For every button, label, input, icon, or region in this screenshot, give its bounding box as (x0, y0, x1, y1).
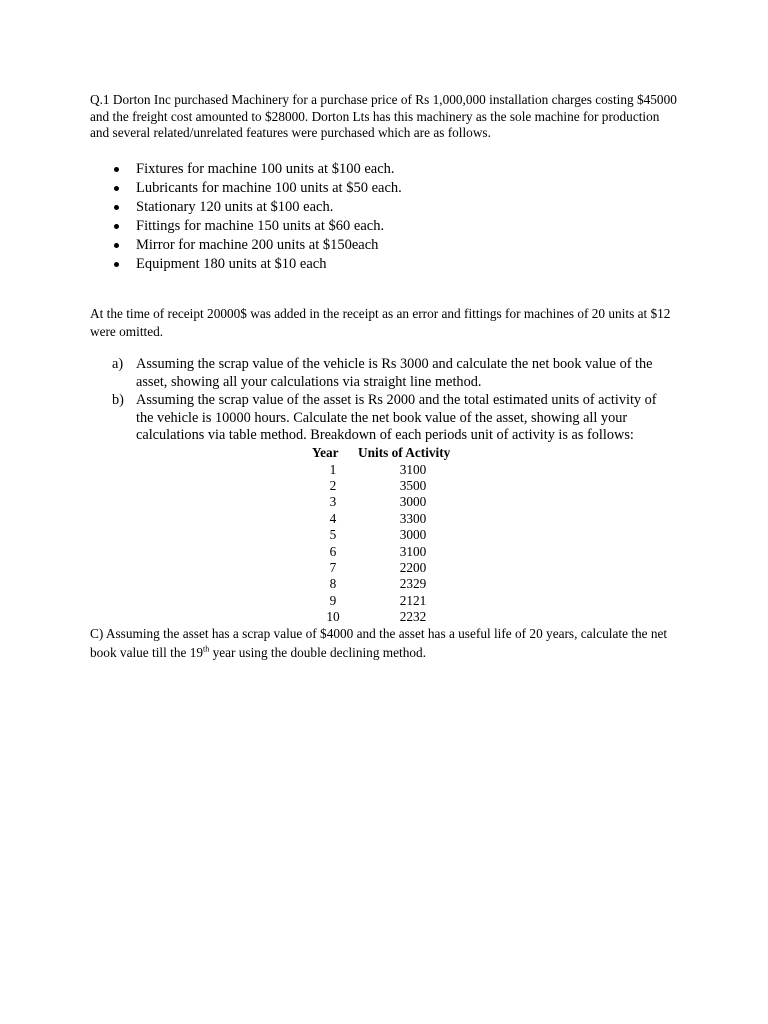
receipt-note: At the time of receipt 20000$ was added in the receipt as an error and fittings for machines of 20 units at $12 were omitted. (90, 306, 671, 339)
units-cell: 2232 (399, 609, 427, 625)
list-item: Fittings for machine 150 units at $60 each. (112, 217, 402, 236)
units-cell: 3100 (399, 461, 427, 477)
table-row (308, 527, 458, 543)
year-cell: 5 (329, 527, 337, 543)
list-item: Stationary 120 units at $100 each. (112, 198, 402, 217)
units-of-activity-table (308, 445, 458, 626)
year-cell: 8 (329, 576, 337, 592)
purchased-items-list (112, 160, 402, 274)
column-header-year: Year (312, 445, 339, 460)
units-cell: 3000 (399, 494, 427, 510)
table-row (308, 576, 458, 592)
column-header-units: Units of Activity (358, 445, 451, 460)
part-b-label: b) (112, 392, 124, 408)
part-a-label: a) (112, 356, 124, 372)
year-cell: 2 (329, 477, 337, 493)
table-row (308, 609, 458, 625)
list-item: Mirror for machine 200 units at $150each (112, 236, 402, 255)
part-a (112, 356, 672, 391)
table-row (308, 593, 458, 609)
part-c (90, 625, 680, 662)
table-header-row (308, 445, 458, 462)
units-cell: 2200 (399, 559, 427, 575)
year-cell: 6 (329, 543, 337, 559)
year-cell: 4 (329, 510, 337, 526)
list-item: Lubricants for machine 100 units at $50 each. (112, 179, 402, 198)
table-row (308, 544, 458, 560)
part-c-text-before: C) Assuming the asset has a scrap value of $4000 and the asset has a useful life of 20 years, calculate the net book value till the 19 (90, 626, 668, 660)
units-cell: 2329 (399, 576, 427, 592)
table-row (308, 478, 458, 494)
table-row (308, 560, 458, 576)
units-cell: 3500 (399, 477, 427, 493)
table-row (308, 462, 458, 478)
table-row (308, 511, 458, 527)
year-cell: 7 (329, 559, 337, 575)
ordinal-suffix: th (203, 644, 210, 654)
units-cell: 3100 (399, 543, 427, 559)
part-b-text: Assuming the scrap value of the asset is Rs 2000 and the total estimated units of activity of the vehicle is 10000 hours. Calculate the net book value of the asset, showing all your calculations via table method. Breakdown of each periods unit of activity is as follows: (136, 392, 657, 443)
units-cell: 3300 (399, 510, 427, 526)
year-cell: 3 (329, 494, 337, 510)
units-cell: 3000 (399, 527, 427, 543)
units-cell: 2121 (399, 592, 427, 608)
list-item: Fixtures for machine 100 units at $100 each. (112, 160, 402, 179)
part-c-text-after: year using the double declining method. (209, 644, 427, 660)
list-item: Equipment 180 units at $10 each (112, 255, 402, 274)
part-a-text: Assuming the scrap value of the vehicle is Rs 3000 and calculate the net book value of the asset, showing all your calculations via straight line method. (136, 356, 653, 390)
part-b (112, 392, 672, 445)
year-cell: 10 (326, 609, 340, 625)
table-row (308, 494, 458, 510)
year-cell: 1 (329, 461, 337, 477)
question-intro: Q.1 Dorton Inc purchased Machinery for a purchase price of Rs 1,000,000 installation charges costing $45000 and the freight cost amounted to $28000. Dorton Lts has this machinery as the sole machine for production and several related/unrelated features were purchased which are as follows. (90, 92, 677, 140)
year-cell: 9 (329, 592, 337, 608)
